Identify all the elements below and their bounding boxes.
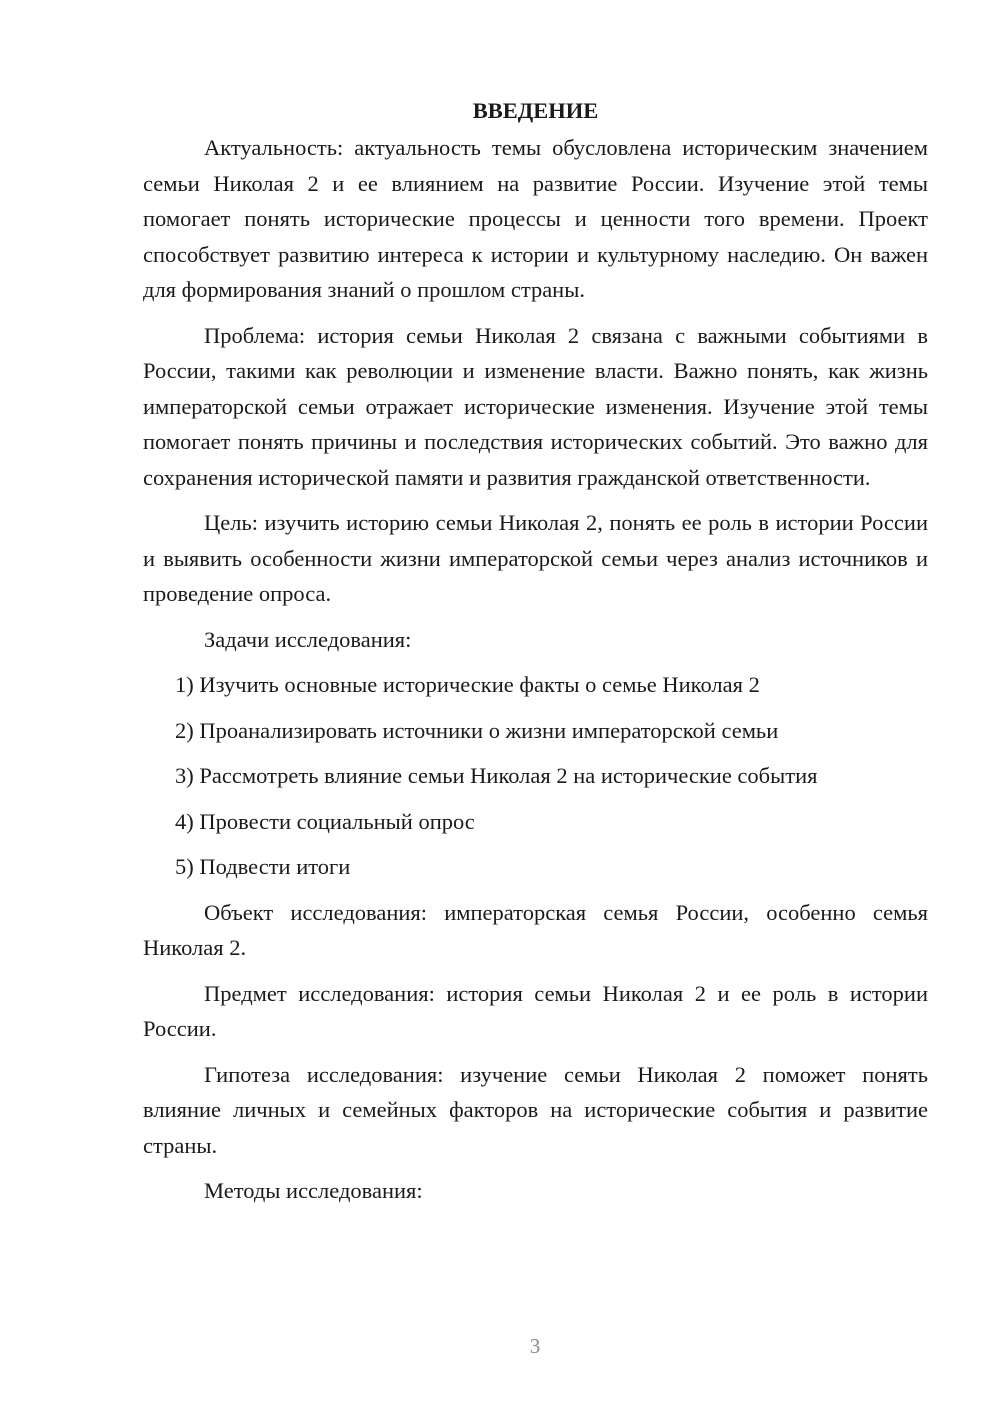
- document-body: [143, 93, 928, 1209]
- object-paragraph: Объект исследования: императорская семья России, особенно семья Николая 2.: [143, 899, 928, 960]
- tasks-list: [143, 667, 928, 885]
- task-item: 3) Рассмотреть влияние семьи Николая 2 на исторические события: [175, 763, 818, 788]
- task-item: 2) Проанализировать источники о жизни императорской семьи: [175, 717, 779, 743]
- hypothesis-paragraph: Гипотеза исследования: изучение семьи Николая 2 поможет понять влияние личных и семейных факторов на исторические события и развитие страны.: [143, 1061, 928, 1158]
- task-item: 1) Изучить основные исторические факты о семье Николая 2: [175, 672, 760, 697]
- section-heading: ВВЕДЕНИЕ: [472, 98, 599, 123]
- relevance-paragraph: Актуальность: актуальность темы обусловлена историческим значением семьи Николая 2 и ее влиянием на развитие России. Изучение этой темы помогает понять исторические процессы и ценности того времени. Проект способствует развитию интереса к истории и культурному наследию. Он важен для формирования знаний о прошлом страны.: [143, 135, 928, 302]
- methods-title: Методы исследования:: [204, 1178, 423, 1203]
- problem-paragraph: Проблема: история семьи Николая 2 связана с важными событиями в России, такими как революции и изменение власти. Важно понять, как жизнь императорской семьи отражает исторические изменения. Изучение этой темы помогает понять причины и последствия исторических событий. Это важно для сохранения исторической памяти и развития гражданской ответственности.: [143, 322, 928, 490]
- tasks-title: Задачи исследования:: [204, 626, 412, 652]
- goal-paragraph: Цель: изучить историю семьи Николая 2, понять ее роль в истории России и выявить особенности жизни императорской семьи через анализ источников и проведение опроса.: [143, 510, 928, 606]
- subject-paragraph: Предмет исследования: история семьи Николая 2 и ее роль в истории России.: [143, 980, 928, 1041]
- task-item: 5) Подвести итоги: [175, 854, 351, 879]
- page-number: 3: [529, 1334, 541, 1358]
- task-item: 4) Провести социальный опрос: [175, 808, 475, 834]
